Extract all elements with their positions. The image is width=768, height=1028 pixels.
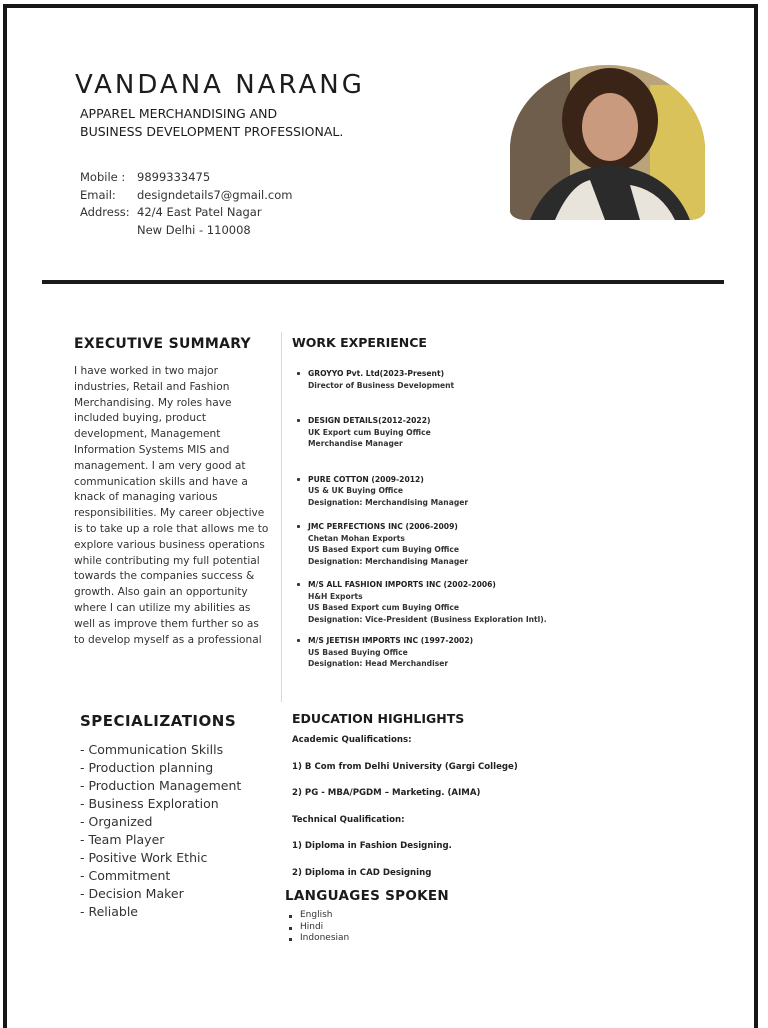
candidate-name: VANDANA NARANG [75,70,365,100]
column-divider [281,332,282,702]
address-line-1: 42/4 East Patel Nagar [137,205,262,219]
technical-qualification-2: 2) Diploma in CAD Designing [292,868,432,878]
specializations-heading: SPECIALIZATIONS [80,712,237,730]
job-detail: Designation: Head Merchandiser [308,659,449,668]
job-detail: Designation: Merchandising Manager [308,556,469,566]
job-detail: US Based Export cum Buying Office [308,545,459,554]
executive-summary-heading: EXECUTIVE SUMMARY [74,336,251,352]
email-address: designdetails7@gmail.com [137,187,293,202]
job-title: JMC PERFECTIONS INC (2006-2009) [308,522,458,531]
academic-qualification-1: 1) B Com from Delhi University (Gargi College) [292,762,518,772]
mobile-number: 9899333475 [137,170,211,184]
job-detail: Designation: Vice-President (Business Exploration Intl). [308,614,547,624]
technical-qualification-1: 1) Diploma in Fashion Designing. [292,841,452,851]
header-divider [42,280,724,284]
academic-qualification-2: 2) PG - MBA/PGDM – Marketing. (AIMA) [292,788,481,798]
job-detail: Designation: Merchandising Manager [308,497,469,507]
job-title: M/S JEETISH IMPORTS INC (1997-2002) [308,636,474,645]
list-item: - Business Exploration [80,796,219,811]
list-item: - Production planning [80,760,214,775]
list-item: - Communication Skills [80,742,224,757]
list-item: - Production Management [80,778,242,793]
list-item: - Commitment [80,868,171,883]
list-item: English [288,910,349,922]
work-experience-list [296,368,547,670]
job-title: DESIGN DETAILS(2012-2022) [308,416,431,425]
list-item [296,474,547,509]
job-title: M/S ALL FASHION IMPORTS INC (2002-2006) [308,580,496,589]
languages-heading: LANGUAGES SPOKEN [285,888,450,904]
email-label: Email: [80,187,116,202]
professional-title-line-2: BUSINESS DEVELOPMENT PROFESSIONAL. [80,124,344,139]
languages-list [288,910,349,945]
job-detail: Chetan Mohan Exports [308,533,405,543]
list-item: - Reliable [80,904,139,919]
professional-title-line-1: APPAREL MERCHANDISING AND [80,106,278,121]
list-item: - Decision Maker [80,886,184,901]
technical-label: Technical Qualification: [292,815,405,825]
list-item [296,579,547,625]
work-experience-heading: WORK EXPERIENCE [292,335,427,350]
list-item [296,368,547,391]
address-line-2: New Delhi - 110008 [137,222,251,237]
job-detail: Director of Business Development [308,380,455,390]
address-label: Address: [80,205,130,219]
list-item [296,415,547,450]
list-item [296,521,547,567]
list-item: Indonesian [288,933,349,945]
executive-summary-text: I have worked in two major industries, Retail and Fashion Merchandising. My roles have included buying, product development, Management Information Systems MIS and management. I am very good at communication skills and have a knack of managing various responsibilities. My career objective is to take up a role that allows me to explore various business operations while contributing my full potential towards the companies success & growth. Also gain an opportunity where I can utilize my abilities as well as improve them further so as to develop myself as a professional [74,365,269,646]
job-detail: US Based Buying Office [308,647,408,657]
list-item: Hindi [288,922,349,934]
job-detail: US & UK Buying Office [308,486,404,495]
contact-block [80,169,292,239]
list-item [296,635,547,670]
list-item: - Team Player [80,832,165,847]
job-detail: UK Export cum Buying Office [308,427,431,437]
job-title: PURE COTTON (2009-2012) [308,474,424,484]
job-title: GROYYO Pvt. Ltd(2023-Present) [308,369,445,378]
job-detail: Merchandise Manager [308,439,403,448]
academic-label: Academic Qualifications: [292,735,412,745]
mobile-label: Mobile : [80,170,126,184]
list-item: - Organized [80,814,153,829]
specializations-list [80,741,241,921]
list-item: - Positive Work Ethic [80,850,208,865]
education-heading: EDUCATION HIGHLIGHTS [292,711,465,726]
job-detail: US Based Export cum Buying Office [308,603,459,612]
job-detail: H&H Exports [308,591,363,601]
